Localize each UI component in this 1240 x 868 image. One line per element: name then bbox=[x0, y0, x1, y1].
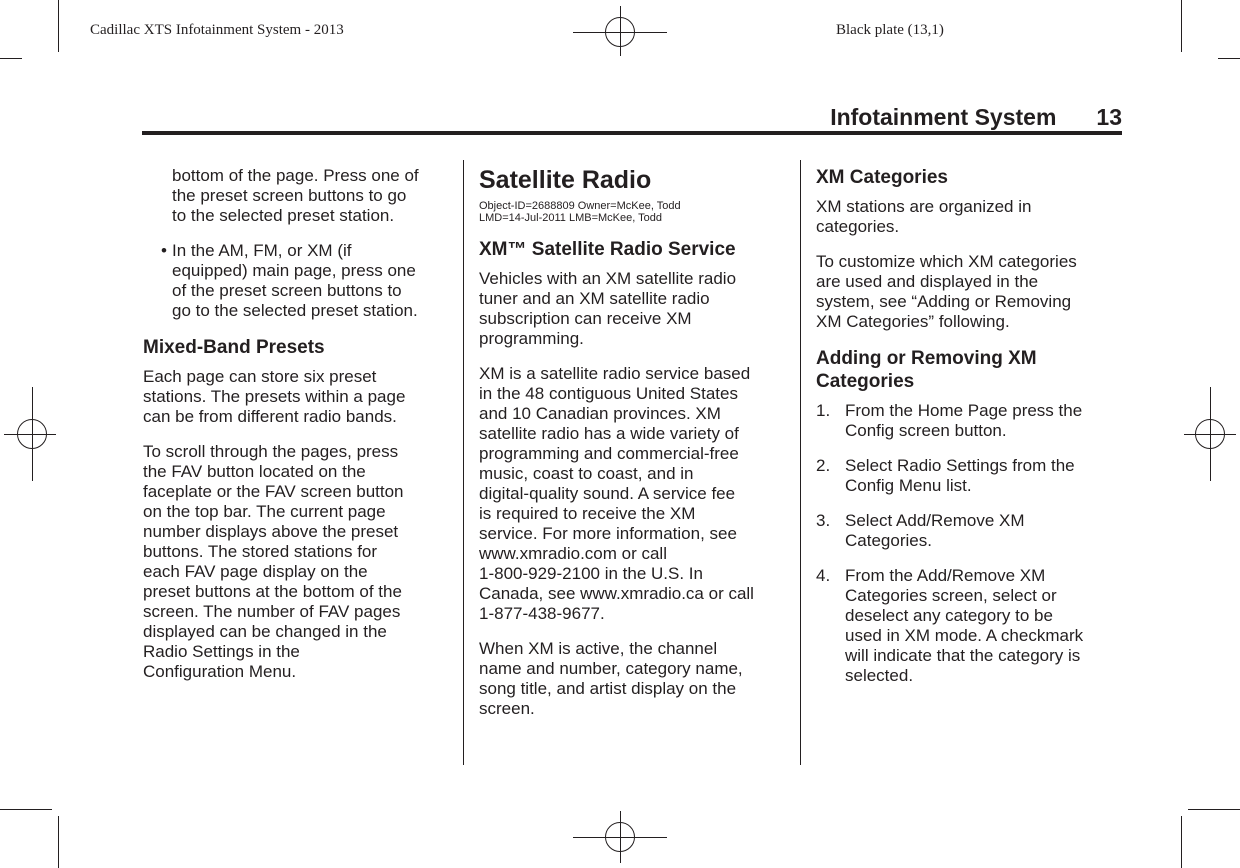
step-item bbox=[816, 456, 1126, 496]
column-divider bbox=[463, 160, 464, 765]
right-column bbox=[816, 166, 1126, 701]
paragraph: To scroll through the pages, press the FAV button located on the faceplate or the FAV screen button on the top bar. The current page number displays above the preset buttons. The stored stations for each FAV page display on the preset buttons at the bottom of the screen. The number of FAV pages displayed can be changed in the Radio Settings in the Configuration Menu. bbox=[143, 442, 404, 681]
step-text: From the Add/Remove XM Categories screen, select or deselect any category to be used in XM mode. A checkmark will indicate that the category is selected. bbox=[845, 566, 1084, 685]
column-divider bbox=[800, 160, 801, 765]
step-item bbox=[816, 566, 1126, 686]
step-item bbox=[816, 511, 1126, 551]
paragraph: Vehicles with an XM satellite radio tuner and an XM satellite radio subscription can receive XM programming. bbox=[479, 269, 737, 348]
heading-xm-service: XM™ Satellite Radio Service bbox=[479, 239, 736, 260]
paragraph: XM stations are organized in categories. bbox=[816, 197, 1032, 236]
bullet-item bbox=[143, 241, 458, 321]
step-number: 1. bbox=[816, 401, 831, 420]
left-column bbox=[143, 166, 458, 697]
header-rule bbox=[142, 131, 1122, 135]
step-number: 4. bbox=[816, 566, 831, 585]
heading-mixed-band-presets: Mixed-Band Presets bbox=[143, 337, 325, 358]
paragraph: XM is a satellite radio service based in the 48 contiguous United States and 10 Canadian provinces. XM satellite radio has a wide variety of programming and commercial-free music, coast to coast, and in digital-quality sound. A service fee is required to receive the XM service. For more information, see www.xmradio.com or call 1-800-929-2100 in the U.S. In Canada, see www.xmradio.ca or call 1-877-438-9677. bbox=[479, 364, 754, 623]
paragraph: Each page can store six preset stations. The presets within a page can be from different radio bands. bbox=[143, 367, 406, 426]
step-number: 2. bbox=[816, 456, 831, 475]
step-text: From the Home Page press the Config screen button. bbox=[845, 401, 1083, 440]
plate-number: Black plate (13,1) bbox=[836, 22, 944, 38]
step-item bbox=[816, 401, 1126, 441]
step-text: Select Radio Settings from the Config Menu list. bbox=[845, 456, 1075, 495]
paragraph: bottom of the page. Press one of the preset screen buttons to go to the selected preset station. bbox=[172, 166, 419, 225]
plate-title: Cadillac XTS Infotainment System - 2013 bbox=[90, 22, 344, 38]
heading-satellite-radio: Satellite Radio bbox=[479, 166, 652, 194]
heading-adding-removing: Adding or Removing XM Categories bbox=[816, 348, 1037, 392]
heading-xm-categories: XM Categories bbox=[816, 167, 948, 188]
step-text: Select Add/Remove XM Categories. bbox=[845, 511, 1025, 550]
step-number: 3. bbox=[816, 511, 831, 530]
section-title: Infotainment System bbox=[830, 104, 1057, 130]
middle-column bbox=[479, 166, 794, 734]
bullet-icon: • bbox=[161, 241, 167, 260]
running-header bbox=[830, 104, 1122, 131]
bullet-text: In the AM, FM, or XM (if equipped) main page, press one of the preset screen buttons to go to the selected preset station. bbox=[172, 241, 418, 320]
object-metadata: Object-ID=2688809 Owner=McKee, Todd LMD=14-Jul-2011 LMB=McKee, Todd bbox=[479, 200, 681, 224]
paragraph: To customize which XM categories are used and displayed in the system, see “Adding or Removing XM Categories” following. bbox=[816, 252, 1077, 331]
paragraph: When XM is active, the channel name and number, category name, song title, and artist display on the screen. bbox=[479, 639, 743, 718]
page-number: 13 bbox=[1096, 104, 1122, 130]
